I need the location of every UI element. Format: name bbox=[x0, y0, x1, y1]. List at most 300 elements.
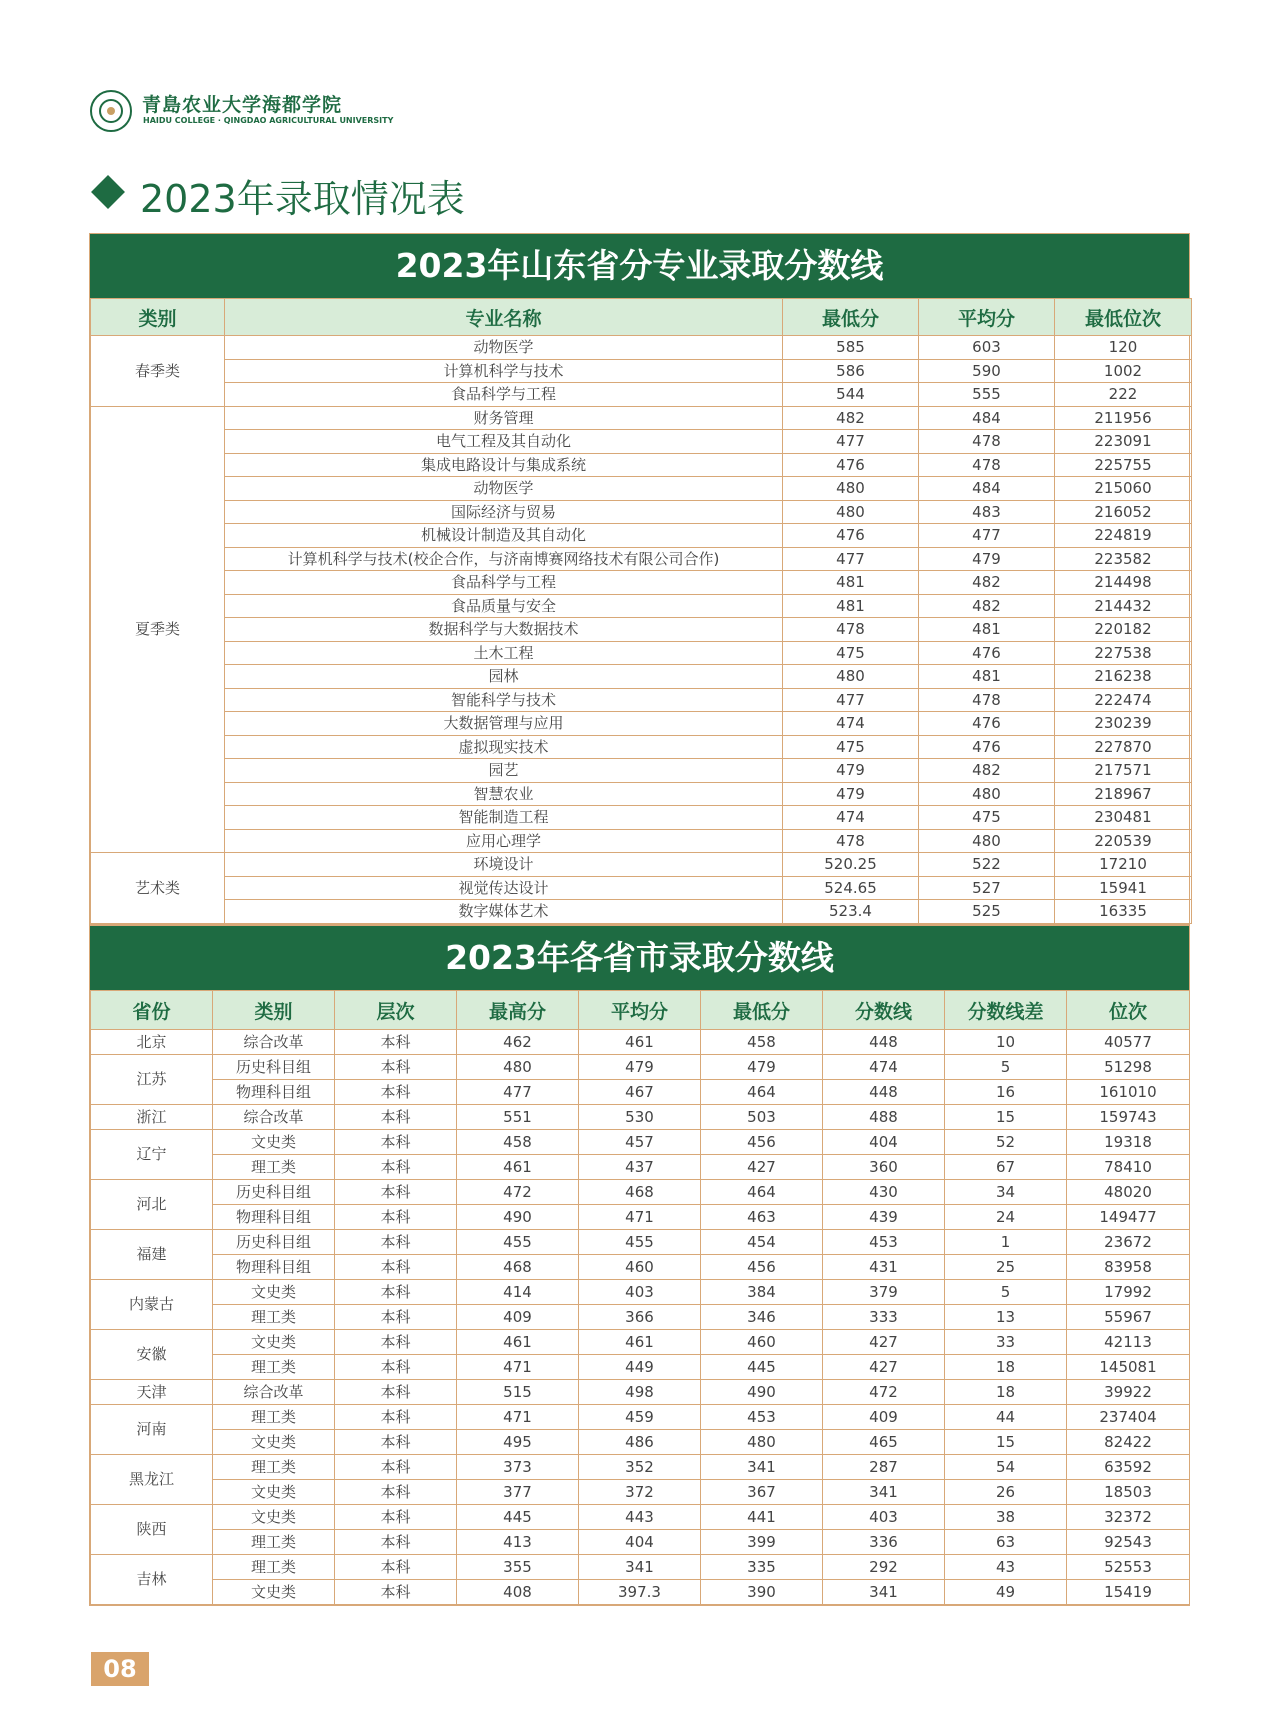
table-cell: 462 bbox=[457, 1030, 579, 1055]
table-cell: 475 bbox=[783, 641, 919, 665]
table-cell: 586 bbox=[783, 359, 919, 383]
table-cell: 32372 bbox=[1067, 1505, 1190, 1530]
table-row bbox=[91, 1030, 1190, 1055]
table-row bbox=[91, 618, 1192, 642]
table-cell: 智能制造工程 bbox=[225, 806, 783, 830]
table-cell: 33 bbox=[945, 1330, 1067, 1355]
table-cell: 360 bbox=[823, 1155, 945, 1180]
table-cell: 44 bbox=[945, 1405, 1067, 1430]
table-cell: 本科 bbox=[335, 1380, 457, 1405]
table-cell: 478 bbox=[919, 430, 1055, 454]
table-row bbox=[91, 1280, 1190, 1305]
table-cell: 455 bbox=[579, 1230, 701, 1255]
table-cell: 10 bbox=[945, 1030, 1067, 1055]
table-cell: 15 bbox=[945, 1430, 1067, 1455]
table-cell: 414 bbox=[457, 1280, 579, 1305]
table-cell: 电气工程及其自动化 bbox=[225, 430, 783, 454]
table-cell: 食品科学与工程 bbox=[225, 571, 783, 595]
column-header: 最低分 bbox=[701, 991, 823, 1030]
table-cell: 464 bbox=[701, 1080, 823, 1105]
table-cell: 480 bbox=[919, 782, 1055, 806]
table-row bbox=[91, 430, 1192, 454]
table-cell: 230239 bbox=[1055, 712, 1192, 736]
table-cell: 218967 bbox=[1055, 782, 1192, 806]
table-row bbox=[91, 665, 1192, 689]
table-cell: 食品质量与安全 bbox=[225, 594, 783, 618]
table-cell: 479 bbox=[783, 782, 919, 806]
province-cell: 辽宁 bbox=[91, 1130, 213, 1180]
table-cell: 数据科学与大数据技术 bbox=[225, 618, 783, 642]
table-cell: 482 bbox=[919, 594, 1055, 618]
table-cell: 本科 bbox=[335, 1205, 457, 1230]
table-row bbox=[91, 876, 1192, 900]
table-cell: 文史类 bbox=[213, 1430, 335, 1455]
province-cell: 北京 bbox=[91, 1030, 213, 1055]
table-cell: 524.65 bbox=[783, 876, 919, 900]
table-cell: 404 bbox=[823, 1130, 945, 1155]
table-cell: 财务管理 bbox=[225, 406, 783, 430]
table-cell: 223582 bbox=[1055, 547, 1192, 571]
table-cell: 478 bbox=[783, 618, 919, 642]
table-row bbox=[91, 641, 1192, 665]
table-cell: 理工类 bbox=[213, 1455, 335, 1480]
table-row bbox=[91, 1355, 1190, 1380]
table-cell: 食品科学与工程 bbox=[225, 383, 783, 407]
table-row bbox=[91, 759, 1192, 783]
table-cell: 17992 bbox=[1067, 1280, 1190, 1305]
table-cell: 341 bbox=[823, 1480, 945, 1505]
table-cell: 83958 bbox=[1067, 1255, 1190, 1280]
table-cell: 495 bbox=[457, 1430, 579, 1455]
table-cell: 视觉传达设计 bbox=[225, 876, 783, 900]
table-row bbox=[91, 1580, 1190, 1605]
table-cell: 51298 bbox=[1067, 1055, 1190, 1080]
table-row bbox=[91, 1205, 1190, 1230]
table-cell: 475 bbox=[783, 735, 919, 759]
table-cell: 本科 bbox=[335, 1030, 457, 1055]
table-row bbox=[91, 1155, 1190, 1180]
table-cell: 环境设计 bbox=[225, 853, 783, 877]
table-cell: 463 bbox=[701, 1205, 823, 1230]
table-cell: 国际经济与贸易 bbox=[225, 500, 783, 524]
column-header: 类别 bbox=[91, 299, 225, 336]
table-cell: 历史科目组 bbox=[213, 1180, 335, 1205]
column-header: 分数线 bbox=[823, 991, 945, 1030]
table-row bbox=[91, 594, 1192, 618]
table-row bbox=[91, 406, 1192, 430]
province-cell: 吉林 bbox=[91, 1555, 213, 1605]
table-cell: 230481 bbox=[1055, 806, 1192, 830]
table-cell: 555 bbox=[919, 383, 1055, 407]
table-cell: 544 bbox=[783, 383, 919, 407]
column-header: 专业名称 bbox=[225, 299, 783, 336]
table-cell: 479 bbox=[579, 1055, 701, 1080]
table-row bbox=[91, 1230, 1190, 1255]
table-cell: 15941 bbox=[1055, 876, 1192, 900]
table-cell: 理工类 bbox=[213, 1155, 335, 1180]
table-cell: 土木工程 bbox=[225, 641, 783, 665]
table-cell: 346 bbox=[701, 1305, 823, 1330]
table-cell: 智慧农业 bbox=[225, 782, 783, 806]
table-cell: 综合改革 bbox=[213, 1380, 335, 1405]
table-cell: 377 bbox=[457, 1480, 579, 1505]
table-cell: 本科 bbox=[335, 1455, 457, 1480]
table-cell: 17210 bbox=[1055, 853, 1192, 877]
table-cell: 481 bbox=[919, 665, 1055, 689]
table-cell: 39922 bbox=[1067, 1380, 1190, 1405]
table-cell: 453 bbox=[701, 1405, 823, 1430]
table-cell: 409 bbox=[457, 1305, 579, 1330]
table-cell: 603 bbox=[919, 336, 1055, 360]
table-cell: 5 bbox=[945, 1280, 1067, 1305]
table-cell: 物理科目组 bbox=[213, 1255, 335, 1280]
table-cell: 481 bbox=[783, 571, 919, 595]
section-title-text: 2023年录取情况表 bbox=[140, 177, 465, 221]
table-row bbox=[91, 712, 1192, 736]
table-cell: 15419 bbox=[1067, 1580, 1190, 1605]
table-cell: 220539 bbox=[1055, 829, 1192, 853]
table-cell: 本科 bbox=[335, 1555, 457, 1580]
table-cell: 482 bbox=[783, 406, 919, 430]
province-cell: 陕西 bbox=[91, 1505, 213, 1555]
table-row bbox=[91, 1455, 1190, 1480]
table-cell: 458 bbox=[701, 1030, 823, 1055]
table-cell: 292 bbox=[823, 1555, 945, 1580]
column-header: 平均分 bbox=[579, 991, 701, 1030]
table-cell: 477 bbox=[457, 1080, 579, 1105]
shandong-score-table bbox=[89, 233, 1190, 925]
table-cell: 大数据管理与应用 bbox=[225, 712, 783, 736]
table-cell: 92543 bbox=[1067, 1530, 1190, 1555]
province-cell: 浙江 bbox=[91, 1105, 213, 1130]
table-cell: 本科 bbox=[335, 1580, 457, 1605]
table-cell: 计算机科学与技术 bbox=[225, 359, 783, 383]
table-cell: 437 bbox=[579, 1155, 701, 1180]
table-row bbox=[91, 829, 1192, 853]
table-cell: 161010 bbox=[1067, 1080, 1190, 1105]
table-cell: 文史类 bbox=[213, 1330, 335, 1355]
table-cell: 26 bbox=[945, 1480, 1067, 1505]
table-cell: 园艺 bbox=[225, 759, 783, 783]
table-cell: 480 bbox=[701, 1430, 823, 1455]
table-cell: 480 bbox=[457, 1055, 579, 1080]
table-cell: 1 bbox=[945, 1230, 1067, 1255]
table-cell: 461 bbox=[579, 1030, 701, 1055]
province-score-table bbox=[89, 925, 1190, 1606]
table-cell: 479 bbox=[701, 1055, 823, 1080]
table-cell: 352 bbox=[579, 1455, 701, 1480]
table-cell: 372 bbox=[579, 1480, 701, 1505]
table-cell: 480 bbox=[783, 500, 919, 524]
table-cell: 449 bbox=[579, 1355, 701, 1380]
table-cell: 482 bbox=[919, 571, 1055, 595]
college-name-cn: 青島农业大学海都学院 bbox=[142, 94, 343, 116]
table-cell: 文史类 bbox=[213, 1580, 335, 1605]
table-cell: 484 bbox=[919, 477, 1055, 501]
table-cell: 478 bbox=[919, 688, 1055, 712]
college-emblem-icon bbox=[90, 90, 132, 132]
table-cell: 443 bbox=[579, 1505, 701, 1530]
table-cell: 525 bbox=[919, 900, 1055, 924]
table-cell: 理工类 bbox=[213, 1305, 335, 1330]
table-cell: 476 bbox=[783, 524, 919, 548]
table-cell: 机械设计制造及其自动化 bbox=[225, 524, 783, 548]
table-cell: 24 bbox=[945, 1205, 1067, 1230]
table-row bbox=[91, 359, 1192, 383]
table-cell: 18503 bbox=[1067, 1480, 1190, 1505]
province-cell: 福建 bbox=[91, 1230, 213, 1280]
table-row bbox=[91, 1380, 1190, 1405]
table-cell: 文史类 bbox=[213, 1280, 335, 1305]
table-cell: 333 bbox=[823, 1305, 945, 1330]
table-cell: 472 bbox=[823, 1380, 945, 1405]
table-cell: 477 bbox=[783, 430, 919, 454]
table-cell: 15 bbox=[945, 1105, 1067, 1130]
table-row bbox=[91, 806, 1192, 830]
table-cell: 430 bbox=[823, 1180, 945, 1205]
table-cell: 397.3 bbox=[579, 1580, 701, 1605]
table-cell: 本科 bbox=[335, 1105, 457, 1130]
table-cell: 综合改革 bbox=[213, 1105, 335, 1130]
table-row bbox=[91, 547, 1192, 571]
table-row bbox=[91, 1055, 1190, 1080]
table-cell: 本科 bbox=[335, 1305, 457, 1330]
table-cell: 503 bbox=[701, 1105, 823, 1130]
table-cell: 43 bbox=[945, 1555, 1067, 1580]
table-cell: 474 bbox=[823, 1055, 945, 1080]
table-cell: 453 bbox=[823, 1230, 945, 1255]
table-cell: 441 bbox=[701, 1505, 823, 1530]
table-cell: 78410 bbox=[1067, 1155, 1190, 1180]
table-cell: 341 bbox=[701, 1455, 823, 1480]
table-row bbox=[91, 1255, 1190, 1280]
table-cell: 445 bbox=[457, 1505, 579, 1530]
table-cell: 本科 bbox=[335, 1130, 457, 1155]
table-cell: 457 bbox=[579, 1130, 701, 1155]
table-cell: 461 bbox=[457, 1330, 579, 1355]
table-cell: 481 bbox=[919, 618, 1055, 642]
table-cell: 16 bbox=[945, 1080, 1067, 1105]
page-number: 08 bbox=[91, 1652, 149, 1686]
table-cell: 本科 bbox=[335, 1080, 457, 1105]
table-cell: 479 bbox=[783, 759, 919, 783]
table-cell: 63592 bbox=[1067, 1455, 1190, 1480]
table-row bbox=[91, 1180, 1190, 1205]
column-header: 类别 bbox=[213, 991, 335, 1030]
table-cell: 488 bbox=[823, 1105, 945, 1130]
table-cell: 本科 bbox=[335, 1480, 457, 1505]
table-cell: 23672 bbox=[1067, 1230, 1190, 1255]
table-cell: 园林 bbox=[225, 665, 783, 689]
table-cell: 459 bbox=[579, 1405, 701, 1430]
table-cell: 149477 bbox=[1067, 1205, 1190, 1230]
table-cell: 523.4 bbox=[783, 900, 919, 924]
table-cell: 52553 bbox=[1067, 1555, 1190, 1580]
table-row bbox=[91, 1130, 1190, 1155]
diamond-icon bbox=[91, 175, 125, 209]
table-cell: 237404 bbox=[1067, 1405, 1190, 1430]
table-row bbox=[91, 571, 1192, 595]
shandong-header-row bbox=[91, 299, 1192, 336]
table-cell: 48020 bbox=[1067, 1180, 1190, 1205]
province-header-row bbox=[91, 991, 1190, 1030]
table-cell: 42113 bbox=[1067, 1330, 1190, 1355]
table-cell: 214432 bbox=[1055, 594, 1192, 618]
table-cell: 399 bbox=[701, 1530, 823, 1555]
table-cell: 472 bbox=[457, 1180, 579, 1205]
table-cell: 物理科目组 bbox=[213, 1205, 335, 1230]
table-cell: 287 bbox=[823, 1455, 945, 1480]
province-cell: 河南 bbox=[91, 1405, 213, 1455]
table-cell: 471 bbox=[579, 1205, 701, 1230]
table-cell: 数字媒体艺术 bbox=[225, 900, 783, 924]
table-cell: 468 bbox=[579, 1180, 701, 1205]
table-cell: 214498 bbox=[1055, 571, 1192, 595]
table-cell: 52 bbox=[945, 1130, 1067, 1155]
table-cell: 454 bbox=[701, 1230, 823, 1255]
table-cell: 456 bbox=[701, 1255, 823, 1280]
table-cell: 480 bbox=[783, 477, 919, 501]
table-cell: 404 bbox=[579, 1530, 701, 1555]
table-cell: 1002 bbox=[1055, 359, 1192, 383]
table-row bbox=[91, 383, 1192, 407]
table-cell: 477 bbox=[783, 547, 919, 571]
table-cell: 467 bbox=[579, 1080, 701, 1105]
table-cell: 490 bbox=[457, 1205, 579, 1230]
column-header: 分数线差 bbox=[945, 991, 1067, 1030]
table-cell: 文史类 bbox=[213, 1480, 335, 1505]
province-cell: 内蒙古 bbox=[91, 1280, 213, 1330]
column-header: 平均分 bbox=[919, 299, 1055, 336]
table-cell: 477 bbox=[783, 688, 919, 712]
table-row bbox=[91, 1555, 1190, 1580]
table-row bbox=[91, 1405, 1190, 1430]
category-cell: 艺术类 bbox=[91, 853, 225, 924]
table-cell: 476 bbox=[919, 641, 1055, 665]
table-cell: 471 bbox=[457, 1405, 579, 1430]
table-cell: 460 bbox=[701, 1330, 823, 1355]
table-cell: 408 bbox=[457, 1580, 579, 1605]
table-cell: 456 bbox=[701, 1130, 823, 1155]
table-cell: 18 bbox=[945, 1355, 1067, 1380]
table-row bbox=[91, 1530, 1190, 1555]
table-cell: 448 bbox=[823, 1080, 945, 1105]
table-cell: 38 bbox=[945, 1505, 1067, 1530]
table-cell: 427 bbox=[823, 1355, 945, 1380]
column-header: 最高分 bbox=[457, 991, 579, 1030]
table-cell: 225755 bbox=[1055, 453, 1192, 477]
table-cell: 82422 bbox=[1067, 1430, 1190, 1455]
table-cell: 384 bbox=[701, 1280, 823, 1305]
table-cell: 455 bbox=[457, 1230, 579, 1255]
table-cell: 54 bbox=[945, 1455, 1067, 1480]
table-row bbox=[91, 1080, 1190, 1105]
table-cell: 476 bbox=[783, 453, 919, 477]
table-cell: 215060 bbox=[1055, 477, 1192, 501]
table-cell: 159743 bbox=[1067, 1105, 1190, 1130]
table-cell: 计算机科学与技术(校企合作，与济南博赛网络技术有限公司合作) bbox=[225, 547, 783, 571]
province-cell: 江苏 bbox=[91, 1055, 213, 1105]
table-cell: 19318 bbox=[1067, 1130, 1190, 1155]
province-cell: 黑龙江 bbox=[91, 1455, 213, 1505]
table-cell: 222474 bbox=[1055, 688, 1192, 712]
table-cell: 动物医学 bbox=[225, 477, 783, 501]
table-cell: 211956 bbox=[1055, 406, 1192, 430]
table-cell: 理工类 bbox=[213, 1530, 335, 1555]
table-row bbox=[91, 1505, 1190, 1530]
table-cell: 55967 bbox=[1067, 1305, 1190, 1330]
table-cell: 480 bbox=[783, 665, 919, 689]
category-cell: 夏季类 bbox=[91, 406, 225, 853]
table-cell: 本科 bbox=[335, 1505, 457, 1530]
table-row bbox=[91, 900, 1192, 924]
table-cell: 341 bbox=[579, 1555, 701, 1580]
table-cell: 476 bbox=[919, 735, 1055, 759]
table-row bbox=[91, 735, 1192, 759]
table-cell: 483 bbox=[919, 500, 1055, 524]
table-cell: 40577 bbox=[1067, 1030, 1190, 1055]
table-cell: 文史类 bbox=[213, 1505, 335, 1530]
table-cell: 482 bbox=[919, 759, 1055, 783]
table-cell: 综合改革 bbox=[213, 1030, 335, 1055]
table-cell: 439 bbox=[823, 1205, 945, 1230]
table-cell: 427 bbox=[701, 1155, 823, 1180]
table-cell: 历史科目组 bbox=[213, 1055, 335, 1080]
table-cell: 478 bbox=[919, 453, 1055, 477]
table-cell: 本科 bbox=[335, 1230, 457, 1255]
table-cell: 461 bbox=[579, 1330, 701, 1355]
table-cell: 本科 bbox=[335, 1330, 457, 1355]
table-cell: 223091 bbox=[1055, 430, 1192, 454]
column-header: 最低分 bbox=[783, 299, 919, 336]
table-cell: 403 bbox=[579, 1280, 701, 1305]
table-cell: 522 bbox=[919, 853, 1055, 877]
table-cell: 448 bbox=[823, 1030, 945, 1055]
table-cell: 367 bbox=[701, 1480, 823, 1505]
table-cell: 本科 bbox=[335, 1180, 457, 1205]
table-cell: 16335 bbox=[1055, 900, 1192, 924]
table-cell: 479 bbox=[919, 547, 1055, 571]
province-table-title: 2023年各省市录取分数线 bbox=[90, 926, 1189, 990]
table-cell: 445 bbox=[701, 1355, 823, 1380]
table-cell: 227538 bbox=[1055, 641, 1192, 665]
table-cell: 477 bbox=[919, 524, 1055, 548]
table-cell: 动物医学 bbox=[225, 336, 783, 360]
table-cell: 本科 bbox=[335, 1280, 457, 1305]
table-cell: 历史科目组 bbox=[213, 1230, 335, 1255]
table-cell: 本科 bbox=[335, 1155, 457, 1180]
table-cell: 336 bbox=[823, 1530, 945, 1555]
table-cell: 13 bbox=[945, 1305, 1067, 1330]
table-cell: 379 bbox=[823, 1280, 945, 1305]
table-cell: 物理科目组 bbox=[213, 1080, 335, 1105]
table-row bbox=[91, 1330, 1190, 1355]
table-cell: 458 bbox=[457, 1130, 579, 1155]
table-cell: 515 bbox=[457, 1380, 579, 1405]
table-cell: 585 bbox=[783, 336, 919, 360]
table-cell: 理工类 bbox=[213, 1405, 335, 1430]
table-cell: 476 bbox=[919, 712, 1055, 736]
table-cell: 217571 bbox=[1055, 759, 1192, 783]
college-name-en: HAIDU COLLEGE · QINGDAO AGRICULTURAL UNIVERSITY bbox=[143, 116, 394, 125]
table-cell: 应用心理学 bbox=[225, 829, 783, 853]
table-row bbox=[91, 1480, 1190, 1505]
table-cell: 474 bbox=[783, 806, 919, 830]
table-cell: 5 bbox=[945, 1055, 1067, 1080]
table-cell: 484 bbox=[919, 406, 1055, 430]
table-row bbox=[91, 500, 1192, 524]
table-cell: 理工类 bbox=[213, 1355, 335, 1380]
